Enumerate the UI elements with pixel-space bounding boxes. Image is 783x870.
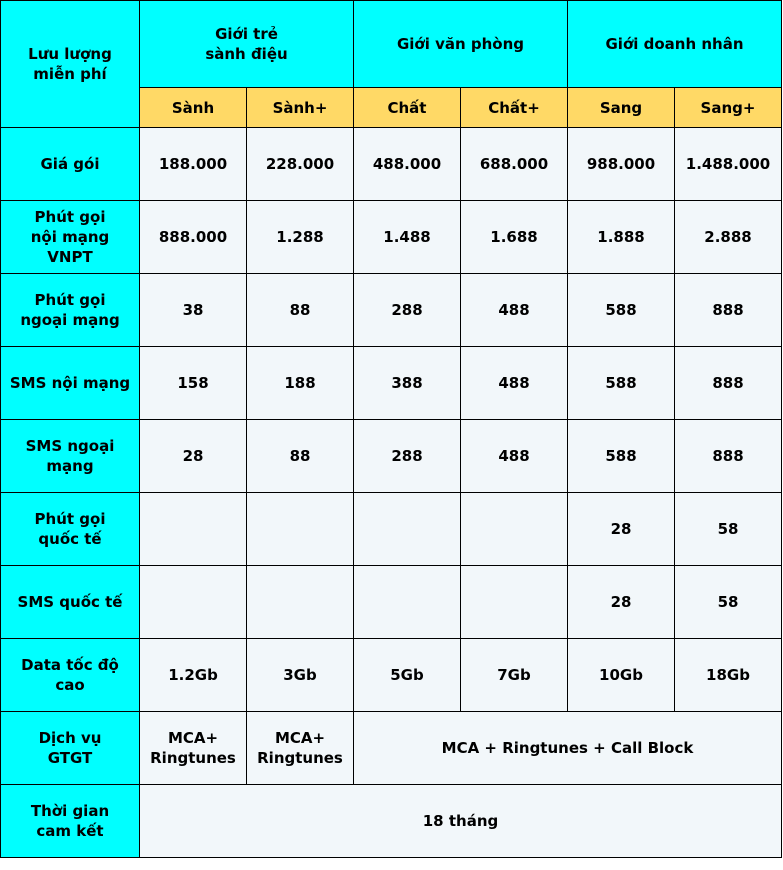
row-label-line: Dịch vụ	[38, 729, 102, 747]
value-cell: 488.000	[354, 128, 461, 201]
row-label-line: Phút gọi	[34, 208, 106, 226]
value-cell: 1.288	[247, 201, 354, 274]
row-label	[1, 128, 140, 201]
row-label-line: GTGT	[47, 749, 93, 767]
value-cell: 888	[675, 420, 782, 493]
value-cell	[461, 493, 568, 566]
group-title-line: sành điệu	[205, 45, 288, 63]
row-label-line: Data tốc độ cao	[21, 656, 119, 694]
value-cell: 38	[140, 274, 247, 347]
row-label-line: Phút gọi	[34, 510, 106, 528]
plan-header-sang-plus: Sang+	[675, 88, 782, 128]
value-cell: 88	[247, 420, 354, 493]
value-cell: 58	[675, 493, 782, 566]
gtgt-cell-sanh	[140, 712, 247, 785]
row-label-line: SMS quốc tế	[17, 593, 123, 611]
group-header-business	[568, 1, 782, 88]
value-cell: 58	[675, 566, 782, 639]
value-cell: 7Gb	[461, 639, 568, 712]
value-cell	[354, 493, 461, 566]
value-cell	[461, 566, 568, 639]
value-cell: 488	[461, 347, 568, 420]
value-cell: 188.000	[140, 128, 247, 201]
value-cell: 228.000	[247, 128, 354, 201]
row-label-line: SMS nội mạng	[9, 374, 131, 392]
row-label-gtgt	[1, 712, 140, 785]
row-label-line: cam kết	[36, 822, 104, 840]
value-cell: 18Gb	[675, 639, 782, 712]
value-cell	[140, 566, 247, 639]
gtgt-line: Ringtunes	[257, 749, 343, 767]
row-label-line: VNPT	[47, 248, 93, 266]
plan-header-sang: Sang	[568, 88, 675, 128]
table-row	[1, 712, 782, 785]
row-label-line: SMS ngoại mạng	[25, 437, 115, 475]
value-cell	[247, 566, 354, 639]
row-label-line: quốc tế	[38, 530, 102, 548]
table-row	[1, 128, 782, 201]
value-cell: 28	[568, 566, 675, 639]
table-row	[1, 566, 782, 639]
row-label-line: Thời gian	[30, 802, 110, 820]
table-row	[1, 639, 782, 712]
gtgt-cell-sanh-plus	[247, 712, 354, 785]
value-cell: 1.2Gb	[140, 639, 247, 712]
table-row	[1, 785, 782, 858]
value-cell: 588	[568, 420, 675, 493]
plan-header-sanh-plus: Sành+	[247, 88, 354, 128]
row-label-line: nội mạng	[30, 228, 110, 246]
corner-line: miễn phí	[33, 65, 107, 83]
row-label	[1, 274, 140, 347]
value-cell: 288	[354, 420, 461, 493]
value-cell	[247, 493, 354, 566]
table-row	[1, 493, 782, 566]
value-cell: 388	[354, 347, 461, 420]
plan-header-sanh: Sành	[140, 88, 247, 128]
gtgt-line: Ringtunes	[150, 749, 236, 767]
value-cell: 28	[140, 420, 247, 493]
value-cell: 888	[675, 274, 782, 347]
value-cell: 888.000	[140, 201, 247, 274]
corner-header	[1, 1, 140, 128]
gtgt-cell-rest: MCA + Ringtunes + Call Block	[354, 712, 782, 785]
row-label	[1, 420, 140, 493]
value-cell: 1.688	[461, 201, 568, 274]
table-row	[1, 420, 782, 493]
gtgt-line: MCA+	[167, 729, 219, 747]
plan-header-chat-plus: Chất+	[461, 88, 568, 128]
row-label-commitment	[1, 785, 140, 858]
row-label	[1, 347, 140, 420]
row-label	[1, 493, 140, 566]
row-label-line: Giá gói	[40, 155, 100, 173]
value-cell: 2.888	[675, 201, 782, 274]
row-label-line: Phút gọi	[34, 291, 106, 309]
plan-header-chat: Chất	[354, 88, 461, 128]
value-cell: 88	[247, 274, 354, 347]
value-cell: 188	[247, 347, 354, 420]
corner-line: Lưu lượng	[28, 45, 112, 63]
value-cell	[140, 493, 247, 566]
value-cell: 888	[675, 347, 782, 420]
table-row	[1, 201, 782, 274]
row-label	[1, 639, 140, 712]
table-row	[1, 274, 782, 347]
row-label	[1, 566, 140, 639]
value-cell: 3Gb	[247, 639, 354, 712]
value-cell: 1.888	[568, 201, 675, 274]
value-cell: 688.000	[461, 128, 568, 201]
row-label	[1, 201, 140, 274]
value-cell: 10Gb	[568, 639, 675, 712]
commitment-value: 18 tháng	[140, 785, 782, 858]
group-title-line: Giới văn phòng	[396, 35, 525, 53]
value-cell: 1.488.000	[675, 128, 782, 201]
value-cell: 5Gb	[354, 639, 461, 712]
value-cell: 28	[568, 493, 675, 566]
group-title-line: Giới doanh nhân	[605, 35, 744, 53]
group-header-office	[354, 1, 568, 88]
value-cell	[354, 566, 461, 639]
value-cell: 488	[461, 274, 568, 347]
value-cell: 988.000	[568, 128, 675, 201]
value-cell: 488	[461, 420, 568, 493]
group-header-youth	[140, 1, 354, 88]
table-row	[1, 347, 782, 420]
value-cell: 158	[140, 347, 247, 420]
value-cell: 588	[568, 274, 675, 347]
value-cell: 1.488	[354, 201, 461, 274]
value-cell: 288	[354, 274, 461, 347]
group-title-line: Giới trẻ	[215, 25, 278, 43]
value-cell: 588	[568, 347, 675, 420]
gtgt-line: MCA+	[274, 729, 326, 747]
row-label-line: ngoại mạng	[20, 311, 120, 329]
